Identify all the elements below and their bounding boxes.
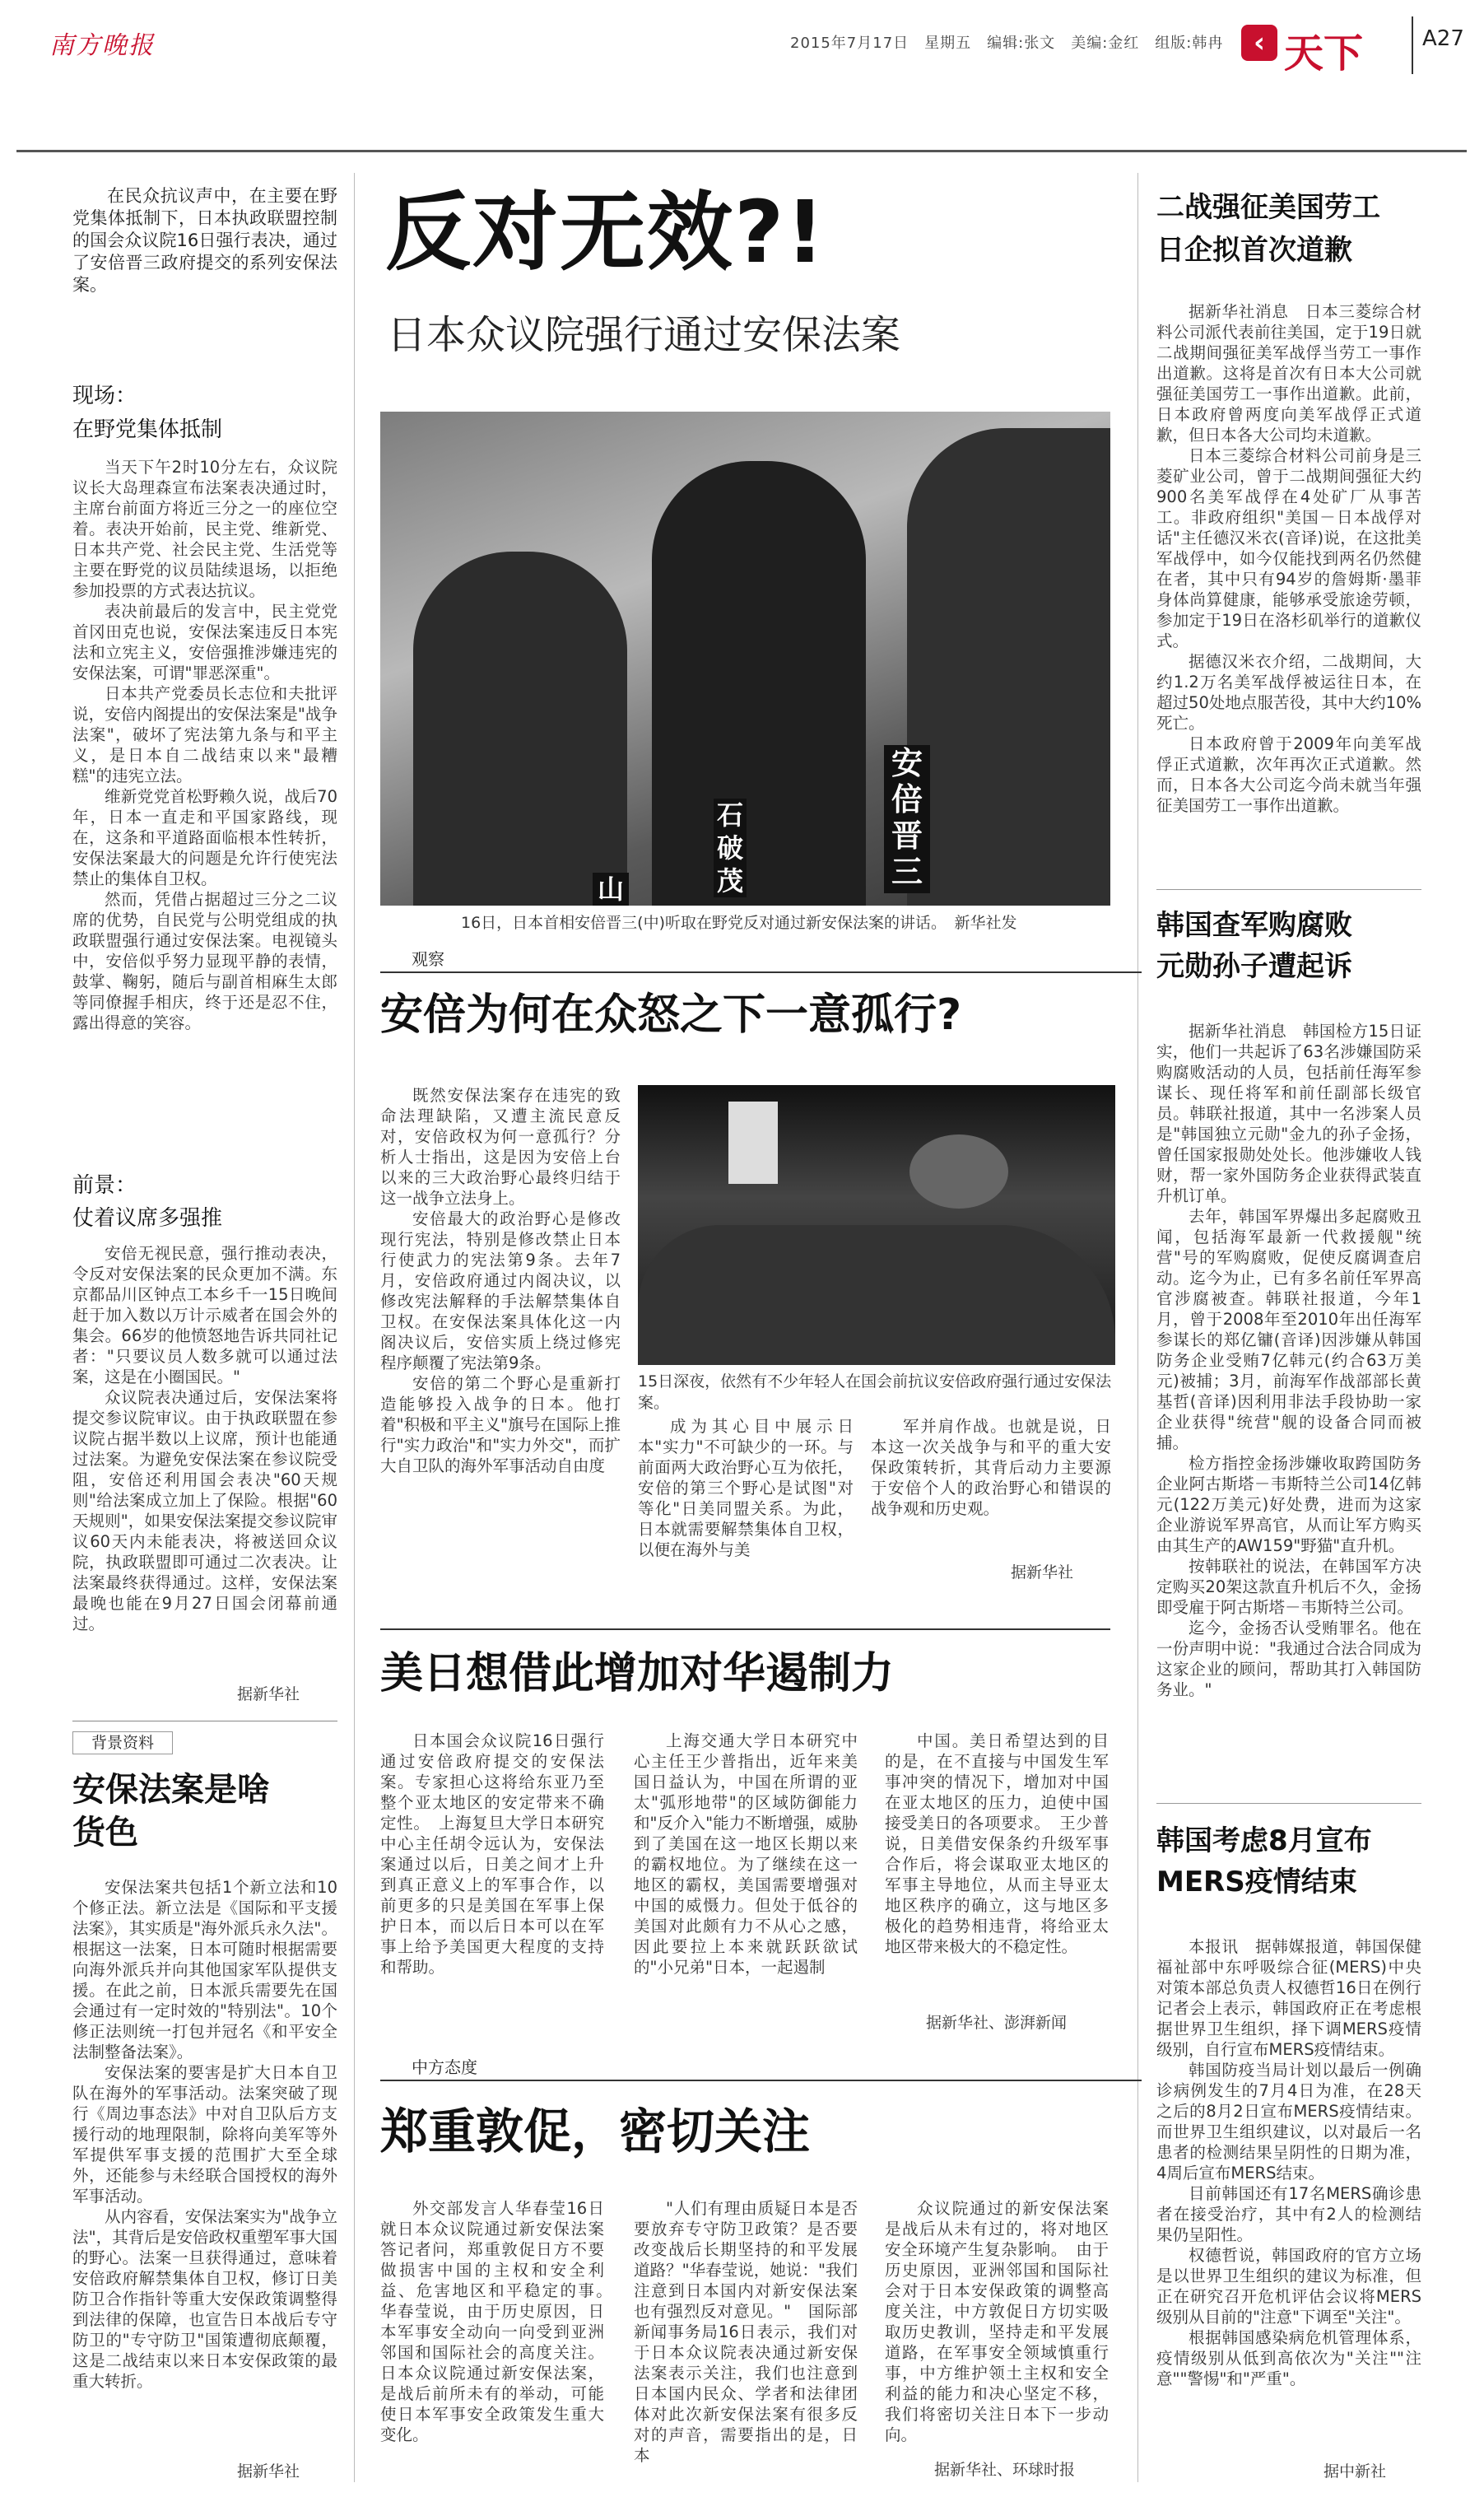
masthead-divider bbox=[1412, 16, 1413, 74]
usjapan-col3: 中国。美日希望达到的目的是，在不直接与中国发生军事冲突的情况下，增加对中国在亚太地区的压力，迫使中国接受美日的各项要求。 王少普说，日美借安保条约升级军事合作后，将会谋取亚太地区的军事主导地位，从而主导亚太地区秩序的确立，这与地区多极化的趋势相违背，将给亚太地区带来极大的不稳定性。 bbox=[885, 1731, 1109, 1956]
photo-abe-parliament bbox=[380, 412, 1110, 906]
usjapan-rule bbox=[380, 1628, 1110, 1630]
background-body: 安保法案共包括1个新立法和10个修正法。新立法是《国际和平支援法案》，其实质是"海外派兵永久法"。根据这一法案，日本可随时根据需要向海外派兵并向其他国家军队提供支援。在此之前，日本派兵需要先在国会通过有一定时效的"特别法"。10个修正法则统一打包并冠名《和平安全法制整备法案》。 安保法案的要害是扩大日本自卫队在海外的军事活动。法案突破了现行《周边事态法》中对自卫队后方支援行动的地理限制，除将向美军等外军提供军事支援的范围扩大至全球外，还能参与未经联合国授权的海外军事活动。 从内容看，安保法案实为"战争立法"，其背后是安倍政权重塑军事大国的野心。法案一旦获得通过，意味着安倍政府解禁集体自卫权，修订日美防卫合作指针等重大安保政策调整得到法律的保障，也宣告日本战后专守防卫的"专守防卫"国策遭彻底颠覆，这是二战结束以来日本安保政策的最重大转折。 bbox=[72, 1878, 337, 2391]
nameplate-abe: 安倍晋三 bbox=[884, 745, 930, 893]
observe-col3: 军并肩作战。也就是说，日本这一次关战争与和平的重大安保政策转折，其背后动力主要源于安倍个人的政治野心和错误的战争观和历史观。 bbox=[871, 1417, 1111, 1518]
side1-body: 据新华社消息 日本三菱综合材料公司派代表前往美国，定于19日就二战期间强征美军战俘当劳工一事作出道歉。这将是首次有日本大公司就强征美国劳工一事作出道歉。此前，日本政府曾两度向美军战俘正式道歉，但日本各大公司均未道歉。 日本三菱综合材料公司前身是三菱矿业公司，曾于二战期间强征大约900名美军战俘在4处矿厂从事苦工。非政府组织"美国－日本战俘对话"主任德汉米衣(音译)说，在这批美军战俘中，如今仅能找到两名仍然健在者，其中只有94岁的詹姆斯·墨菲身体尚算健康，能够承受旅途劳顿，参加定于19日在洛杉矶举行的道歉仪式。 据德汉米衣介绍，二战期间，大约1.2万名美军战俘被运往日本，在超过50处地点服苦役，其中大约10%死亡。 日本政府曾于2009年向美军战俘正式道歉，次年再次正式道歉。然而，日本各大公司迄今尚未就当年强征美国劳工一事作出道歉。 bbox=[1156, 302, 1421, 815]
photo2-caption: 15日深夜，依然有不少年轻人在国会前抗议安倍政府强行通过安保法案。 bbox=[638, 1372, 1112, 1412]
side3-title-line2: MERS疫情结束 bbox=[1156, 1866, 1357, 1898]
side2-rule bbox=[1156, 889, 1421, 890]
lead-credit: 据新华社 bbox=[237, 1685, 300, 1703]
photo-figure-center bbox=[652, 461, 866, 906]
observe-title: 安倍为何在众怒之下一意孤行? bbox=[380, 990, 962, 1040]
background-credit: 据新华社 bbox=[237, 2462, 300, 2481]
future-head: 仗着议席多强推 bbox=[72, 1206, 223, 1231]
protest-sign bbox=[728, 1102, 778, 1184]
masthead-rule bbox=[16, 150, 1467, 152]
china-credit: 据新华社、环球时报 bbox=[934, 2461, 1076, 2479]
scene-label: 现场： bbox=[72, 384, 137, 408]
china-col1: 外交部发言人华春莹16日就日本众议院通过新安保法案答记者问，郑重敦促日方不要做损害中国的主权和安全利益、危害地区和平稳定的事。 华春莹说，由于历史原因，日本军事安全动向一向受到亚洲邻国和国际社会的高度关注。日本众议院通过新安保法案，是战后前所未有的举动，可能使日本军事安全政策发生重大变化。 bbox=[380, 2199, 621, 2444]
photo-figure-left bbox=[413, 552, 627, 906]
china-tag-label: 中方态度 bbox=[412, 2057, 477, 2077]
background-label: 背景资料 bbox=[72, 1731, 173, 1754]
side2-body: 据新华社消息 韩国检方15日证实，他们一共起诉了63名涉嫌国防采购腐败活动的人员，包括前任海军参谋长、现任将军和前任副部长级官员。韩联社报道，其中一名涉案人员是"韩国独立元勋"金九的孙子金扬，曾任国家报勋处处长。他涉嫌收人钱财，帮一家外国防务企业获得武装直升机订单。 去年，韩国军界爆出多起腐败丑闻，包括海军最新一代救援舰"统营"号的军购腐败，促使反腐调查启动。迄今为止，已有多名前任军界高官涉腐被查。韩联社报道，今年1月，曾于2008年至2010年出任海军参谋长的郑亿镛(音译)因涉嫌从韩国防务企业受贿7亿韩元(约合63万美元)被捕；3月，前海军作战部部长黄基哲(音译)因利用非法手段协助一家企业获得"统营"舰的设备合同而被捕。 检方指控金扬涉嫌收取跨国防务企业阿古斯塔－韦斯特兰公司14亿韩元(122万美元)好处费，进而为这家企业游说军界高官，从而让军方购买由其生产的AW159"野猫"直升机。 按韩联社的说法，在韩国军方决定购买20架这款直升机后不久，金扬即受雇于阿古斯塔－韦斯特兰公司。 迄今，金扬否认受贿罪名。他在一份声明中说："我通过合法合同成为这家企业的顾问，帮助其打入韩国防务业。" bbox=[1156, 1022, 1421, 1699]
newspaper-logo: 南方晚报 bbox=[49, 31, 155, 60]
section-name: 天下 bbox=[1284, 30, 1364, 77]
photo-figure-right bbox=[907, 428, 1110, 906]
china-tag bbox=[380, 2055, 1142, 2081]
observe-col1: 既然安保法案存在违宪的致命法理缺陷，又遭主流民意反对，安倍政权为何一意孤行？分析人士指出，这是因为安倍上台以来的三大政治野心最终归结于这一战争立法身上。 安倍最大的政治野心是修改现行宪法，特别是修改禁止日本行使武力的宪法第9条。去年7月，安倍政府通过内阁决议，以修改宪法解释的手法解禁集体自卫权。在安保法案具体化这一内阁决议后，安倍实质上绕过修宪程序颠覆了宪法第9条。 安倍的第二个野心是重新打造能够投入战争的日本。他打着"积极和平主义"旗号在国际上推行"实力政治"和"实力外交"，而扩大自卫队的海外军事活动自由度 bbox=[380, 1086, 621, 1475]
future-body: 安倍无视民意，强行推动表决，令反对安保法案的民众更加不满。东京都品川区钟点工本乡千一15日晚间赶于加入数以万计示威者在国会外的集会。66岁的他愤怒地告诉共同社记者："只要议员人数多就可以通过法案，这是在小圈国民。" 众议院表决通过后，安保法案将提交参议院审议。由于执政联盟在参议院占据半数以上议席，预计也能通过法案。为避免安保法案在参议院受阻，安倍还利用国会表决"60天规则"给法案成立加上了保险。根据"60天规则"，如果安保法案提交参议院审议60天内未能表决，将被送回众议院，执政联盟即可通过二次表决。让法案最终获得通过。这样，安保法案最晚也能在9月27日国会闭幕前通过。 bbox=[72, 1244, 337, 1633]
future-label: 前景： bbox=[72, 1173, 137, 1198]
china-col3: 众议院通过的新安保法案是战后从未有过的，将对地区安全环境产生复杂影响。 由于历史原因，亚洲邻国和国际社会对于日本安保政策的调整高度关注，中方敦促日方切实吸取历史教训，坚持走和平发展道路，在军事安全领域慎重行事，中方维护领土主权和安全利益的能力和决心坚定不移，我们将密切关注日本下一步动向。 bbox=[885, 2199, 1109, 2444]
side2-title-line2: 元勋孙子遭起诉 bbox=[1156, 950, 1352, 983]
scene-head: 在野党集体抵制 bbox=[72, 417, 223, 442]
side1-title-line1: 二战强征美国劳工 bbox=[1156, 191, 1380, 224]
usjapan-col1: 日本国会众议院16日强行通过安倍政府提交的安保法案。专家担心这将给东亚乃至整个亚太地区的安定带来不确定性。 上海复旦大学日本研究中心主任胡令远认为，安保法案通过以后，日美之间才上升到真正意义上的军事合作，以前更多的只是美国在军事上保护日本，而以后日本可以在军事上给予美国更大程度的支持和帮助。 bbox=[380, 1731, 604, 1977]
usjapan-title: 美日想借此增加对华遏制力 bbox=[380, 1649, 895, 1698]
china-title: 郑重敦促，密切关注 bbox=[380, 2103, 811, 2159]
observe-credit: 据新华社 bbox=[1011, 1563, 1074, 1582]
protest-crowd bbox=[638, 1225, 1115, 1365]
usjapan-col2: 上海交通大学日本研究中心主任王少普指出，近年来美国日益认为，中国在所谓的亚太"弧形地带"的区域防御能力和"反介入"能力不断增强，威胁到了美国在这一地区长期以来的霸权地位。为了继续在这一地区的霸权，美国需要增强对中国的威慑力。但处于低谷的美国对此颇有力不从心之感，因此要拉上本来就跃跃欲试的"小兄弟"日本，一起遏制 bbox=[634, 1731, 858, 1977]
nameplate-yama: 山 bbox=[593, 873, 629, 906]
observe-col2: 成为其心目中展示日本"实力"不可缺少的一环。与前面两大政治野心互为依托，安倍的第三个野心是试图"对等化"日美同盟关系。为此，日本就需要解禁集体自卫权，以便在海外与美 bbox=[638, 1417, 854, 1559]
right-column-divider bbox=[1137, 173, 1138, 2482]
background-title: 安保法案是啥货色 bbox=[72, 1771, 270, 1852]
china-col2: "人们有理由质疑日本是否要放弃专守防卫政策？是否要改变战后长期坚持的和平发展道路？"华春莹说，她说："我们注意到日本国内对新安保法案也有强烈反对意见。" 国际部新闻事务局16日表示，我们对于日本众议院表决通过新安保法案表示关注，我们也注意到日本国内民众、学者和法律团体对此次新安保法案有很多反对的声音，需要指出的是，日本 bbox=[634, 2199, 858, 2465]
side1-title-line2: 日企拟首次道歉 bbox=[1156, 234, 1352, 267]
main-subheadline: 日本众议院强行通过安保法案 bbox=[387, 312, 901, 358]
photo1-caption: 16日，日本首相安倍晋三(中)听取在野党反对通过新安保法案的讲话。 新华社发 bbox=[461, 914, 1017, 932]
page-number: A27 bbox=[1422, 26, 1464, 51]
observe-tag-label: 观察 bbox=[412, 949, 444, 969]
protest-light bbox=[909, 1134, 1008, 1209]
main-headline: 反对无效?! bbox=[385, 182, 826, 282]
side2-title-line1: 韩国查军购腐败 bbox=[1156, 909, 1352, 942]
nameplate-ishiba: 石破茂 bbox=[714, 799, 747, 897]
masthead bbox=[49, 25, 1464, 77]
side3-credit: 据中新社 bbox=[1324, 2462, 1387, 2481]
left-column-divider bbox=[354, 173, 355, 2482]
photo-night-protest bbox=[638, 1085, 1115, 1365]
side3-title-line1: 韩国考虑8月宣布 bbox=[1156, 1824, 1372, 1857]
lead-intro: 在民众抗议声中，在主要在野党集体抵制下，日本执政联盟控制的国会众议院16日强行表决，通过了安倍晋三政府提交的系列安保法案。 bbox=[72, 186, 337, 295]
side3-rule bbox=[1156, 1803, 1421, 1804]
side3-body: 本报讯 据韩媒报道，韩国保健福祉部中东呼吸综合征(MERS)中央对策本部总负责人权德哲16日在例行记者会上表示，韩国政府正在考虑根据世界卫生组织，择下调MERS疫情级别，自行宣布MERS疫情结束。 韩国防疫当局计划以最后一例确诊病例发生的7月4日为准，在28天之后的8月2日宣布MERS疫情结束。而世界卫生组织建议，以对最后一名患者的检测结果呈阴性的日期为准，4周后宣布MERS结束。 目前韩国还有17名MERS确诊患者在接受治疗，其中有2人的检测结果仍呈阳性。 权德哲说，韩国政府的官方立场是以世界卫生组织的建议为标准，但正在研究召开危机评估会议将MERS级别从目前的"注意"下调至"关注"。 根据韩国感染病危机管理体系，疫情级别从低到高依次为"关注""注意""警惕"和"严重"。 bbox=[1156, 1937, 1421, 2388]
usjapan-credit: 据新华社、澎湃新闻 bbox=[926, 2014, 1068, 2032]
scene-body: 当天下午2时10分左右，众议院议长大岛理森宣布法案表决通过时，主席台前面方将近三分之一的座位空着。表决开始前，民主党、维新党、日本共产党、社会民主党、生活党等主要在野党的议员陆续退场，以拒绝参加投票的方式表达抗议。 表决前最后的发言中，民主党党首冈田克也说，安保法案违反日本宪法和立宪主义，安倍强推涉嫌违宪的安保法案，可谓"罪恶深重"。 日本共产党委员长志位和夫批评说，安倍内阁提出的安保法案是"战争法案"，破坏了宪法第九条与和平主义，是日本自二战结束以来"最糟糕"的违宪立法。 维新党党首松野赖久说，战后70年，日本一直走和平国家路线，现在，这条和平道路面临根本性转折，安保法案最大的问题是允许行使宪法禁止的集体自卫权。 然而，凭借占据超过三分之二议席的优势，自民党与公明党组成的执政联盟强行通过安保法案。电视镜头中，安倍似乎努力显现平静的表情，鼓掌、鞠躬，随后与副首相麻生太郎等同僚握手相庆，终于还是忍不住，露出得意的笑容。 bbox=[72, 458, 337, 1032]
section-chevron-icon: ‹ bbox=[1241, 25, 1277, 61]
issue-meta: 2015年7月17日 星期五 编辑:张文 美编:金红 组版:韩冉 bbox=[790, 35, 1224, 52]
observe-tag bbox=[380, 947, 1142, 973]
